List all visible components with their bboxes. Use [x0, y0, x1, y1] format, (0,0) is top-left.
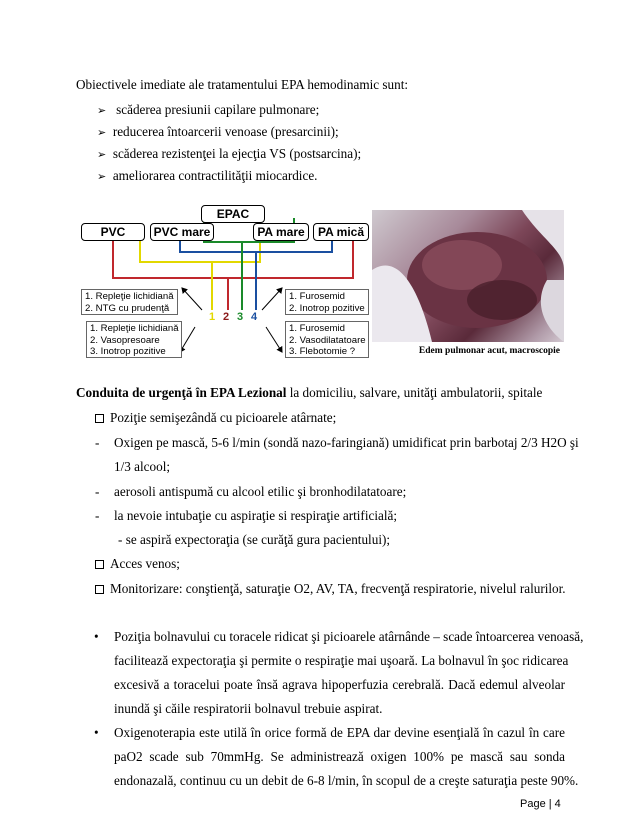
list-item: Oxigen pe mască, 5-6 l/min (sondă nazo-faringiană) umidificat prin barbotaj 2/3 H2O şi: [114, 435, 579, 450]
list-item: Poziţie semişezândă cu picioarele atârnate;: [95, 410, 336, 426]
arrow-bullet-icon: ➢: [97, 148, 107, 161]
treatment-box-bottom-left: 1. Repleţie lichidiană 2. Vasopresoare 3. Inotrop pozitive: [86, 321, 182, 358]
treatment-box-top-left: 1. Repleţie lichidiană 2. NTG cu prudenţă: [81, 289, 178, 315]
lung-photo: [372, 210, 564, 360]
page-number: Page | 4: [520, 798, 561, 810]
checkbox-bullet-icon: [95, 560, 104, 569]
epac-box: EPAC: [201, 205, 265, 223]
treatment-box-bottom-right: 1. Furosemid 2. Vasodilatatoare 3. Flebotomie ?: [285, 321, 369, 358]
dash-bullet: -: [95, 484, 100, 499]
treatment-box-top-right: 1. Furosemid 2. Inotrop pozitive: [285, 289, 369, 315]
paragraph-line: excesivă a toracelui poate însă agrava hipoperfuzia cerebrală. Dacă edemul alveolar: [114, 677, 565, 692]
list-item-continuation: 1/3 alcool;: [114, 459, 171, 474]
list-item: Acces venos;: [95, 556, 180, 572]
paragraph-line: endonazală, continuu cu un debit de 6-8 l/min, în scopul de a creşte saturaţia peste 90%.: [114, 773, 579, 788]
pa-mare-box: PA mare: [253, 223, 309, 241]
paragraph-line: paO2 scade sub 70mmHg. Se administrează oxigen 100% pe mască sau sonda: [114, 749, 565, 764]
pa-mica-box: PA mică: [313, 223, 369, 241]
objective-item: ➢ reducerea întoarcerii venoase (presarcinii);: [97, 124, 339, 139]
number-2: 2: [223, 311, 230, 323]
checkbox-bullet-icon: [95, 414, 104, 423]
paragraph-line: inundă şi căile respiratorii bolnavul trebuie aspirat.: [114, 701, 383, 716]
photo-caption: Edem pulmonar acut, macroscopie: [372, 342, 564, 360]
lung-photo-image: [372, 210, 564, 342]
dash-bullet: -: [95, 435, 100, 450]
objective-item: ➢ scăderea rezistenţei la ejecţia VS (postsarcina);: [97, 146, 362, 161]
dash-bullet: -: [95, 508, 100, 523]
list-item: la nevoie intubaţie cu aspiraţie si respiraţie artificială;: [114, 508, 398, 523]
number-3: 3: [237, 311, 244, 323]
paragraph-line: facilitează expectoraţia şi permite o respiraţie mai uşoară. La bolnavul în şoc ridicarea: [114, 653, 569, 668]
bullet-dot: •: [94, 725, 99, 740]
intro-text: Obiectivele imediate ale tratamentului EPA hemodinamic sunt:: [76, 77, 409, 92]
list-subitem: - se aspiră expectoraţia (se curăţă gura pacientului);: [118, 532, 391, 547]
pvc-mare-box: PVC mare: [150, 223, 214, 241]
arrow-bullet-icon: ➢: [97, 170, 107, 183]
paragraph-line: Oxigenoterapia este utilă în orice formă de EPA dar devine esenţială în cazul în care: [114, 725, 565, 740]
arrow-bullet-icon: ➢: [97, 104, 107, 117]
objective-item: ➢ scăderea presiunii capilare pulmonare;: [97, 102, 320, 117]
section-title: Conduita de urgenţă în EPA Lezional la domiciliu, salvare, unităţi ambulatorii, spitale: [76, 385, 543, 400]
pvc-box: PVC: [81, 223, 145, 241]
number-1: 1: [209, 311, 216, 323]
arrow-bullet-icon: ➢: [97, 126, 107, 139]
paragraph-line: Poziţia bolnavului cu toracele ridicat şi picioarele atârnânde – scade întoarcerea venoasă,: [114, 629, 584, 644]
objective-item: ➢ ameliorarea contractilităţii miocardice.: [97, 168, 318, 183]
checkbox-bullet-icon: [95, 585, 104, 594]
bullet-dot: •: [94, 629, 99, 644]
number-4: 4: [251, 311, 258, 323]
list-item: Monitorizare: conştienţă, saturaţie O2, AV, TA, frecvenţă respiratorie, nivelul ralurilor.: [95, 581, 566, 597]
list-item: aerosoli antispumă cu alcool etilic şi bronhodilatatoare;: [114, 484, 407, 499]
